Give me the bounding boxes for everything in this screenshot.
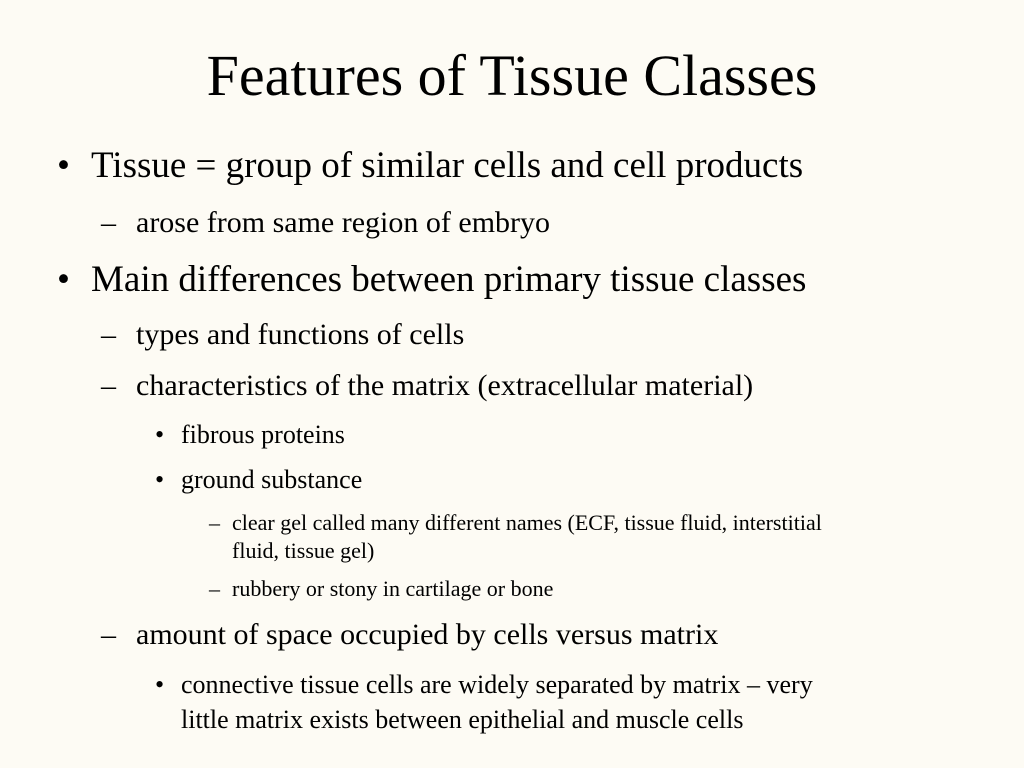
dash-marker: – xyxy=(101,618,116,651)
sub-sub-bullet-text: connective tissue cells are widely separated by matrix – very xyxy=(181,670,813,699)
dash-marker: – xyxy=(101,318,116,351)
sub-sub-bullet-text-continuation: little matrix exists between epithelial and muscle cells xyxy=(181,705,744,734)
sub-bullet-text: characteristics of the matrix (extracellular material) xyxy=(136,369,754,402)
dash-marker: – xyxy=(101,369,116,402)
sub-sub-bullet-text: fibrous proteins xyxy=(181,420,345,449)
bullet-marker: • xyxy=(57,145,70,186)
dash-marker: – xyxy=(101,206,116,239)
bullet-marker: • xyxy=(57,259,70,300)
bullet-marker: • xyxy=(155,420,165,449)
level4-text: rubbery or stony in cartilage or bone xyxy=(232,576,554,601)
level4-text-continuation: fluid, tissue gel) xyxy=(232,538,375,563)
sub-bullet-text: arose from same region of embryo xyxy=(136,206,551,239)
sub-bullet-text: types and functions of cells xyxy=(136,318,465,351)
bullet-text: Main differences between primary tissue classes xyxy=(91,259,807,300)
dash-marker: – xyxy=(209,576,220,601)
bullet-marker: • xyxy=(155,465,165,494)
sub-sub-bullet-text: ground substance xyxy=(181,465,363,494)
level4-text: clear gel called many different names (ECF, tissue fluid, interstitial xyxy=(232,510,822,535)
sub-bullet-text: amount of space occupied by cells versus matrix xyxy=(136,618,719,651)
bullet-marker: • xyxy=(155,670,165,699)
slide-title: Features of Tissue Classes xyxy=(206,43,818,108)
bullet-text: Tissue = group of similar cells and cell products xyxy=(91,145,804,186)
dash-marker: – xyxy=(209,510,220,535)
